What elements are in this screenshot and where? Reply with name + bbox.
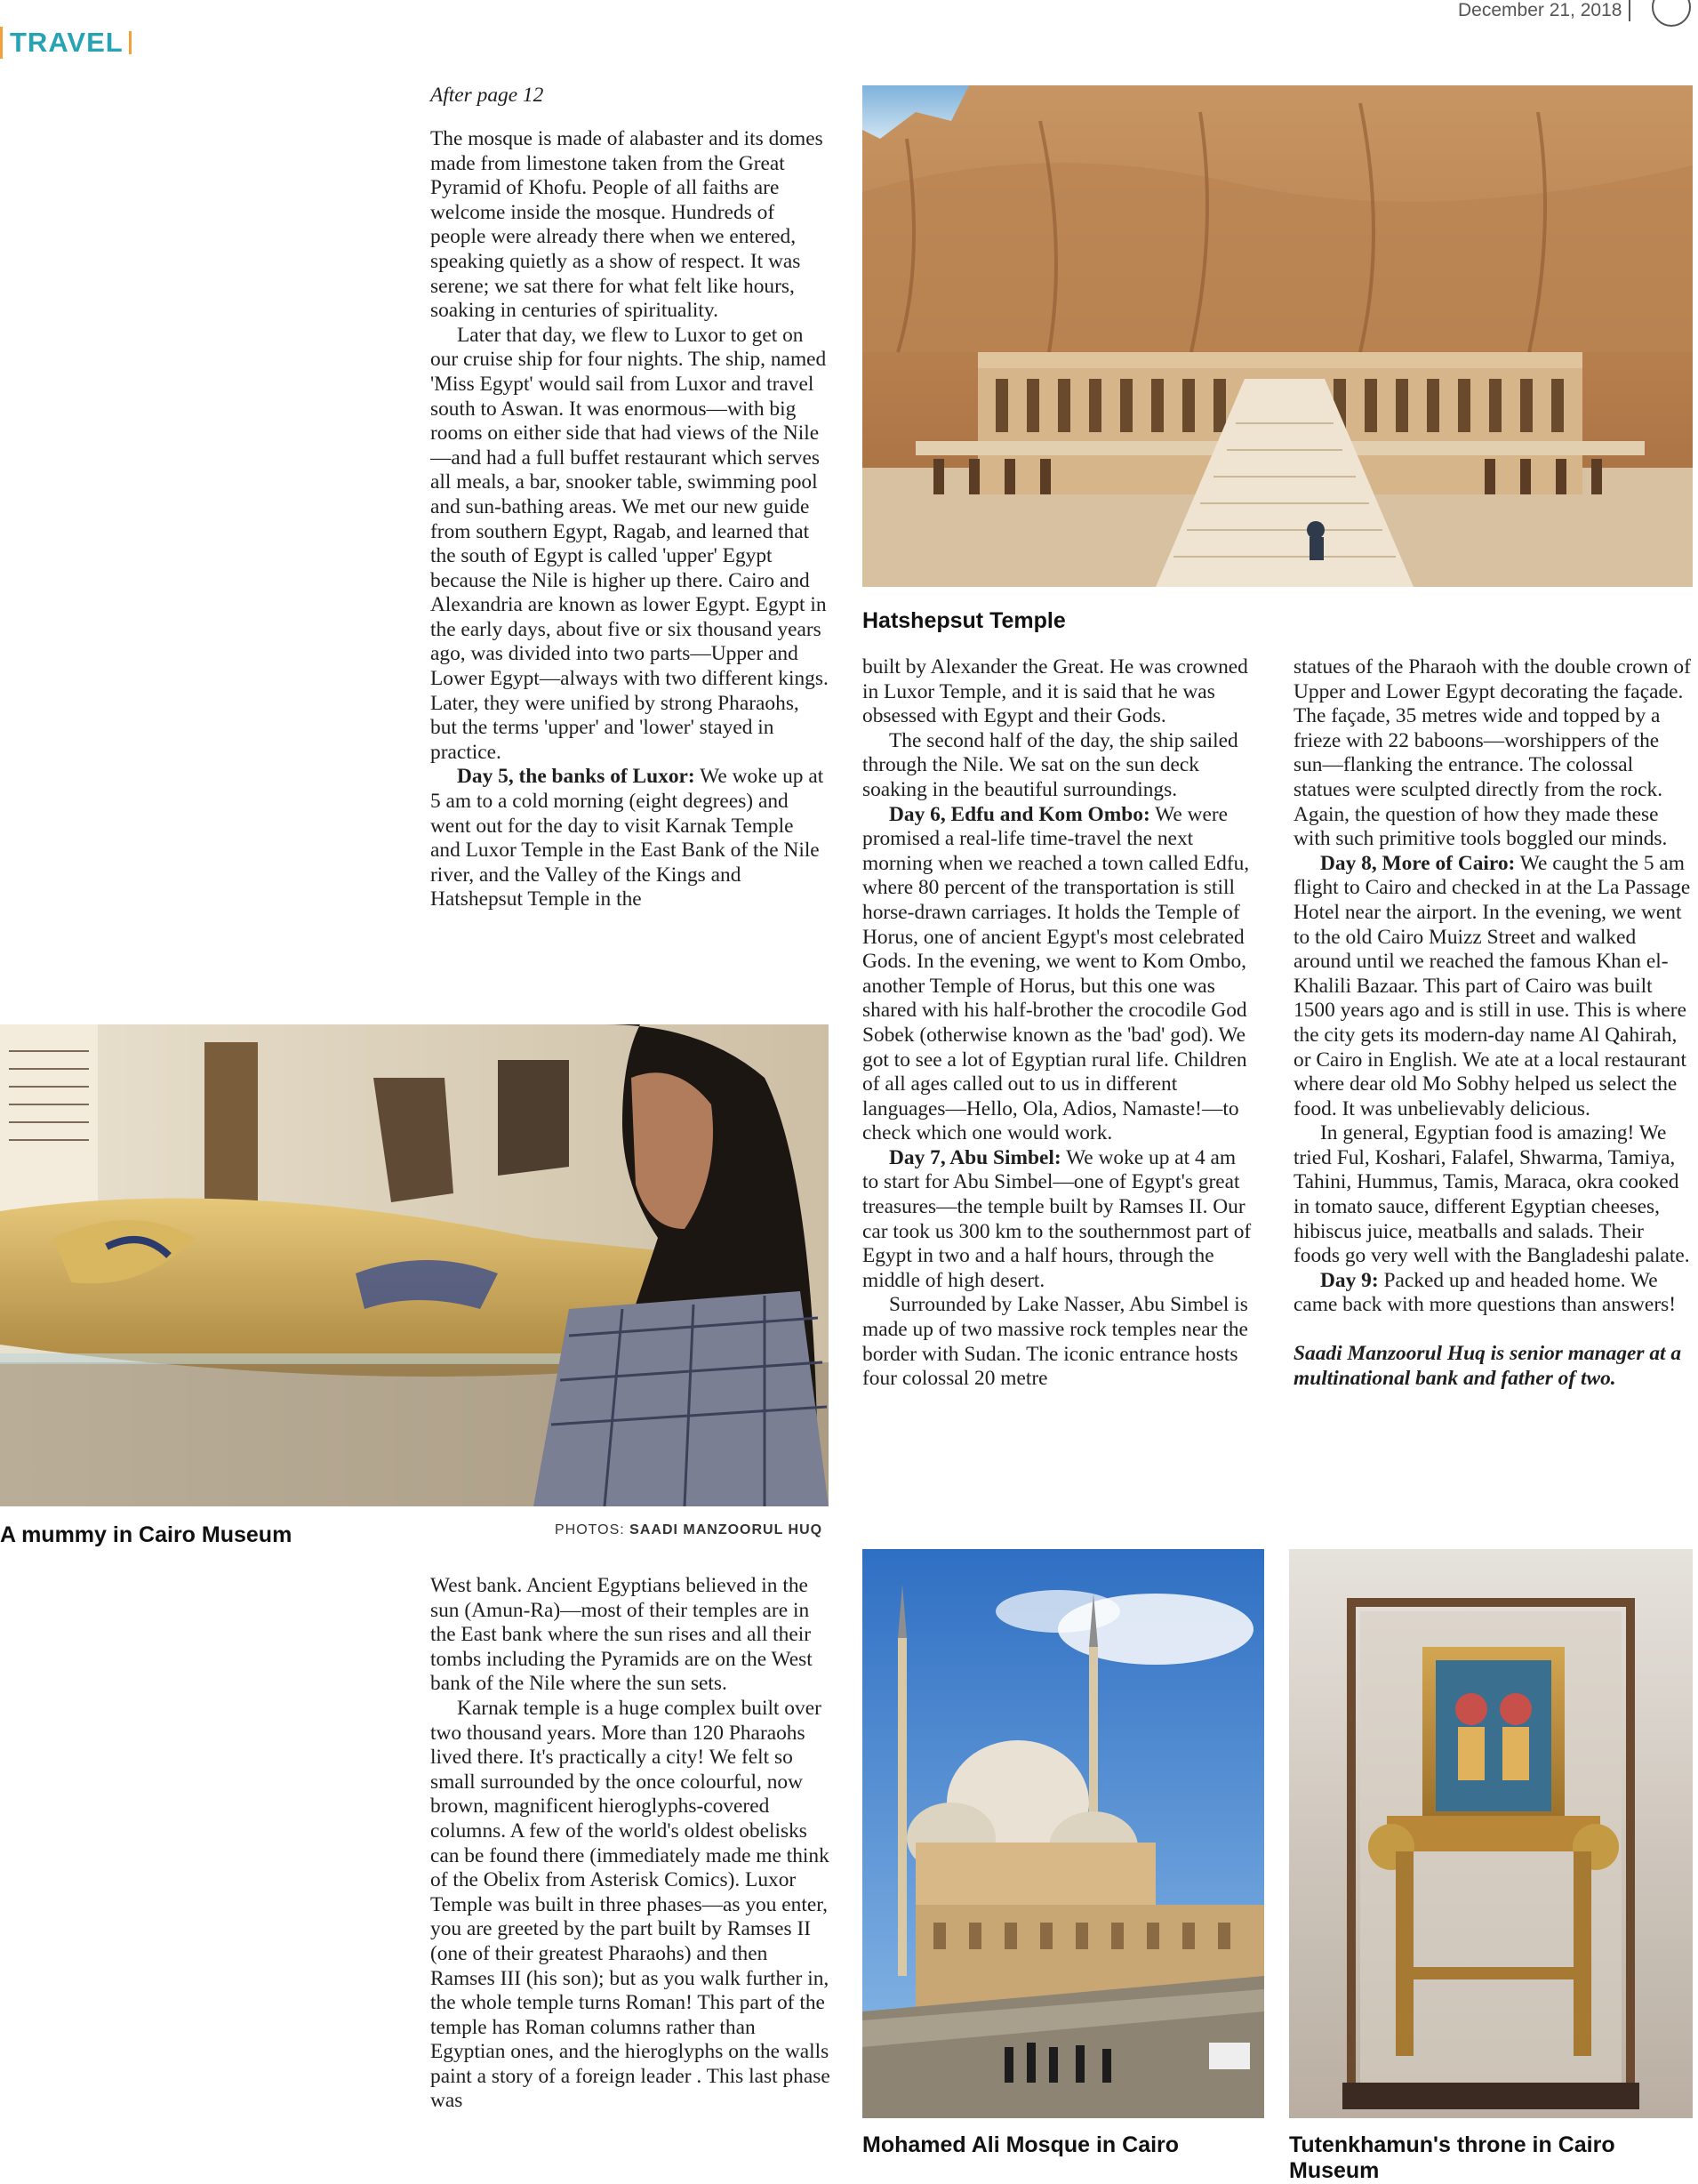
hatshepsut-temple-photo <box>862 85 1693 587</box>
paragraph: Day 6, Edfu and Kom Ombo: We were promised a real-life time-travel the next morning when we reached a town called Edfu, where 80 percent of the transportation is still horse-drawn carriages. It holds the Temple of Horus, one of ancient Egypt's most celebrated Gods. In the evening, we went to Kom Ombo, another Temple of Horus, but this one was shared with his half-brother the crocodile God Sobek (otherwise known as the 'bad' god). We got to see a lot of Egyptian rural life. Children of all ages called out to us in different languages—Hello, Ola, Adios, Namaste!—to check which one would work. <box>862 802 1250 1145</box>
paragraph: statues of the Pharaoh with the double crown of Upper and Lower Egypt decorating the façade. The façade, 35 metres wide and topped by a frieze with 22 baboons—worshippers of the sun—flanking the entrance. The colossal statues were sculpted directly from the rock. Again, the question of how they made these with such primitive tools boggled our minds. <box>1294 655 1691 851</box>
paragraph: Surrounded by Lake Nasser, Abu Simbel is made up of two massive rock temples near the border with Sudan. The iconic entrance hosts four colossal 20 metre <box>862 1293 1248 1391</box>
paragraph: The second half of the day, the ship sailed through the Nile. We sat on the sun deck soaking in the beautiful surroundings. <box>862 728 1238 801</box>
tutankhamun-throne-photo <box>1289 1549 1693 2118</box>
article-column-c <box>1294 655 1692 1391</box>
header-divider <box>1629 0 1630 21</box>
paragraph: Day 9: Packed up and headed home. We came back with more questions than answers! <box>1294 1268 1676 1317</box>
issue-date: December 21, 2018 <box>1458 0 1622 20</box>
article-column-b <box>862 655 1253 1392</box>
article-column-a-continued <box>430 1574 830 2156</box>
paragraph: Later that day, we flew to Luxor to get on our cruise ship for four nights. The ship, named 'Miss Egypt' would sail from Luxor and travel south to Aswan. It was enormous—with big rooms on either side that had views of the Nile—and had a full buffet restaurant which serves all meals, a bar, snooker table, swimming pool and sun-bathing areas. We met our new guide from southern Egypt, Ragab, and learned that the south of Egypt is called 'upper' Egypt because the Nile is higher up there. Cairo and Alexandria are known as lower Egypt. Egypt in the early days, about five or six thousand years ago, was divided into two parts—Upper and Lower Egypt—always with two different kings. Later, they were unified by strong Pharaohs, but the terms 'upper' and 'lower' stayed in practice. <box>430 323 829 764</box>
continued-from-kicker: After page 12 <box>430 84 544 107</box>
day-heading: Day 6, Edfu and Kom Ombo: <box>889 802 1150 826</box>
paragraph: The mosque is made of alabaster and its domes made from limestone taken from the Great Pyramid of Khofu. People of all faiths are welcome inside the mosque. Hundreds of people were already there when we entered, speaking quietly as a show of respect. It was serene; we sat there for what felt like hours, soaking in centuries of spirituality. <box>430 127 823 323</box>
paragraph: Day 5, the banks of Luxor: We woke up at 5 am to a cold morning (eight degrees) and went out for the day to visit Karnak Temple and Luxor Temple in the East Bank of the Nile river, and the Valley of the Kings and Hatshepsut Temple in the <box>430 765 824 911</box>
day-heading: Day 7, Abu Simbel: <box>889 1145 1061 1169</box>
author-byline: Saadi Manzoorul Huq is senior manager at a multinational bank and father of two. <box>1294 1342 1682 1390</box>
page-number-circle <box>1652 0 1691 27</box>
paragraph: West bank. Ancient Egyptians believed in the sun (Amun-Ra)—most of their temples are in the East bank where the sun rises and all their tombs including the Pyramids are on the West bank of the Nile where the sun sets. <box>430 1574 813 1696</box>
paragraph: In general, Egyptian food is amazing! We tried Ful, Koshari, Falafel, Shwarma, Tamiya, Tahini, Hummus, Tamis, Maraca, okra cooked in tomato sauce, different Egyptian cheeses, hibiscus juice, meatballs and salads. Their foods go very well with the Bangladeshi palate. <box>1294 1121 1690 1268</box>
day-heading: Day 8, More of Cairo: <box>1320 851 1516 875</box>
photo-caption-hatshepsut: Hatshepsut Temple <box>862 608 1066 633</box>
paragraph: Day 8, More of Cairo: We caught the 5 am flight to Cairo and checked in at the La Passage Hotel near the airport. In the evening, we went to the old Cairo Muizz Street and walked around until we reached the famous Khan el-Khalili Bazaar. This part of Cairo was built 1500 years ago and is still in use. This is where the city gets its modern-day name Al Qahirah, or Cairo in English. We ate at a local restaurant where dear old Mo Sobhy helped us select the food. It was unbelievably delicious. <box>1294 851 1691 1120</box>
section-label: TRAVEL <box>0 27 132 59</box>
photo-caption-mummy: A mummy in Cairo Museum <box>0 1522 292 1547</box>
paragraph: Day 7, Abu Simbel: We woke up at 4 am to start for Abu Simbel—one of Egypt's great treasures—the temple built by Ramses II. Our car took us 300 km to the southernmost part of Egypt in two and a half hours, through the middle of high desert. <box>862 1145 1252 1292</box>
paragraph: built by Alexander the Great. He was crowned in Luxor Temple, and it is said that he was obsessed with Egypt and their Gods. <box>862 655 1248 728</box>
photo-caption-mosque: Mohamed Ali Mosque in Cairo <box>862 2132 1180 2157</box>
paragraph: Karnak temple is a huge complex built over two thousand years. More than 120 Pharaohs lived there. It's practically a city! We felt so small surrounded by the once colourful, now brown, magnificent hieroglyphs-covered columns. A few of the world's oldest obelisks can be found there (immediately made me think of the Obelix from Asterisk Comics). Luxor Temple was built in three phases—as you enter, you are greeted by the part built by Ramses II (one of their greatest Pharaohs) and then Ramses III (his son); but as you walk further in, the whole temple turns Roman! This part of the temple has Roman columns rather than Egyptian ones, and the hieroglyphs on the walls paint a story of a foreign leader . This last phase was <box>430 1696 830 2113</box>
day-heading: Day 5, the banks of Luxor: <box>457 765 695 789</box>
photo-caption-throne: Tutenkhamun's throne in Cairo Museum <box>1289 2132 1615 2183</box>
day-heading: Day 9: <box>1320 1268 1379 1292</box>
article-column-a <box>430 127 829 912</box>
mummy-photo <box>0 1024 829 1506</box>
photo-credit: PHOTOS: SAADI MANZOORUL HUQ <box>555 1522 823 1538</box>
mohamed-ali-mosque-photo <box>862 1549 1264 2118</box>
